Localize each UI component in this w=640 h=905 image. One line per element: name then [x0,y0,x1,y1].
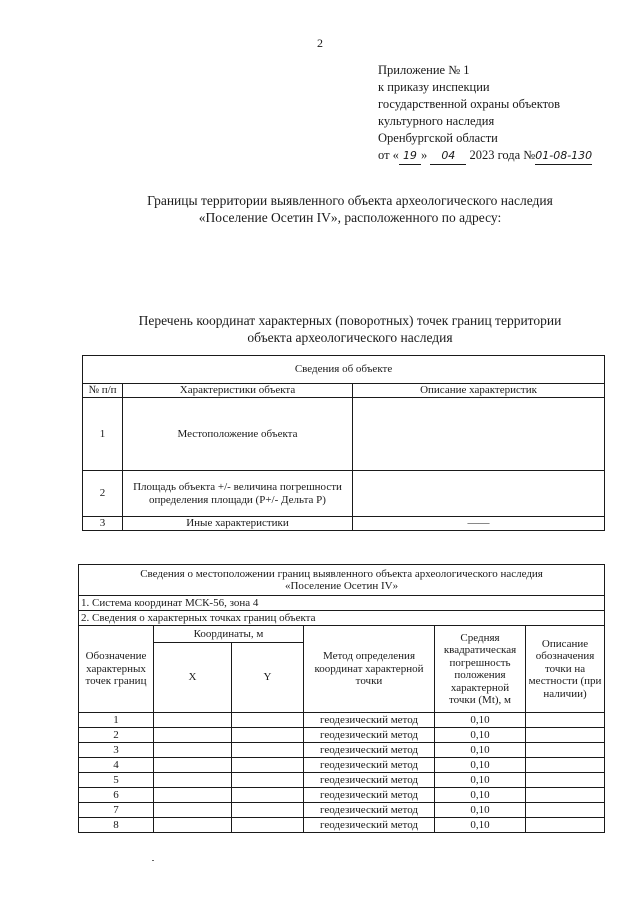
table-row [79,803,605,818]
point-description [526,758,605,773]
point-description [526,713,605,728]
point-y [232,758,304,773]
order-number: 01-08-130 [535,147,592,165]
point-error: 0,10 [435,728,526,743]
point-x [154,788,232,803]
point-error: 0,10 [435,803,526,818]
point-error: 0,10 [435,743,526,758]
point-description [526,803,605,818]
row-number: 2 [83,471,123,517]
object-info-table [82,355,605,531]
row-characteristic: Площадь объекта +/- величина погрешности определения площади (Р+/- Дельта Р) [123,471,353,517]
table-row [79,818,605,833]
point-x [154,818,232,833]
point-error: 0,10 [435,788,526,803]
column-header: № п/п [83,384,123,398]
point-number: 5 [79,773,154,788]
appendix-line: культурного наследия [378,114,495,128]
point-method: геодезический метод [304,713,435,728]
column-header-y: Y [232,643,304,713]
row-description [353,471,605,517]
point-y [232,743,304,758]
point-method: геодезический метод [304,803,435,818]
column-header-designation: Обозначение характерных точек границ [79,626,154,713]
point-method: геодезический метод [304,773,435,788]
table-row [79,758,605,773]
point-number: 8 [79,818,154,833]
point-number: 7 [79,803,154,818]
point-x [154,728,232,743]
appendix-block [378,62,592,165]
point-x [154,773,232,788]
title-line: Перечень координат характерных (поворотных) точек границ территории [138,313,562,328]
coordinates-list-title [60,312,640,346]
row-description: —— [353,517,605,531]
points-info: 2. Сведения о характерных точках границ объекта [79,611,605,626]
point-y [232,773,304,788]
column-header-coordinates: Координаты, м [154,626,304,643]
date-mid: » [420,148,428,162]
table-row [79,788,605,803]
point-description [526,773,605,788]
point-y [232,803,304,818]
document-title [60,192,640,226]
title-line: «Поселение Осетин IV», расположенного по адресу: [198,210,502,225]
table-row [83,384,605,398]
table-row [79,743,605,758]
row-characteristic: Иные характеристики [123,517,353,531]
point-number: 1 [79,713,154,728]
title-line: объекта археологического наследия [247,330,453,345]
point-description [526,818,605,833]
appendix-date-line [378,147,592,165]
point-method: геодезический метод [304,788,435,803]
appendix-line: государственной охраны объектов [378,97,561,111]
date-day: 19 [399,147,421,165]
point-x [154,743,232,758]
point-y [232,728,304,743]
point-error: 0,10 [435,818,526,833]
appendix-line: к приказу инспекции [378,80,490,94]
row-number: 3 [83,517,123,531]
table-row [83,356,605,384]
point-y [232,788,304,803]
point-method: геодезический метод [304,818,435,833]
table-row [79,611,605,626]
table-row [83,517,605,531]
table-row [83,398,605,471]
column-header-error: Средняя квадратическая погрешность положения характерной точки (Mt), м [435,626,526,713]
point-number: 2 [79,728,154,743]
row-description [353,398,605,471]
point-description [526,788,605,803]
row-number: 1 [83,398,123,471]
column-header-x: X [154,643,232,713]
point-y [232,713,304,728]
boundary-points-table [78,564,605,833]
point-number: 3 [79,743,154,758]
point-method: геодезический метод [304,758,435,773]
column-header-description: Описание обозначения точки на местности (при наличии) [526,626,605,713]
scan-speck [152,860,154,861]
point-description [526,728,605,743]
point-x [154,713,232,728]
date-year: 2023 года № [469,148,536,162]
table-row [79,728,605,743]
table-row [79,626,605,643]
coordinate-system: 1. Система координат МСК-56, зона 4 [79,596,605,611]
column-header-method: Метод определения координат характерной точки [304,626,435,713]
point-x [154,758,232,773]
table-row [83,471,605,517]
column-header: Характеристики объекта [123,384,353,398]
point-number: 6 [79,788,154,803]
column-header: Описание характеристик [353,384,605,398]
point-description [526,743,605,758]
date-month: 04 [430,147,466,165]
point-error: 0,10 [435,773,526,788]
point-method: геодезический метод [304,743,435,758]
appendix-line: Оренбургской области [378,131,498,145]
header-line: Сведения о местоположении границ выявленного объекта археологического наследия [140,567,543,580]
date-prefix: от « [378,148,399,162]
table-row [79,596,605,611]
point-method: геодезический метод [304,728,435,743]
title-line: Границы территории выявленного объекта археологического наследия [147,193,553,208]
table-header: Сведения об объекте [83,356,605,384]
row-characteristic: Местоположение объекта [123,398,353,471]
point-y [232,818,304,833]
header-line: «Поселение Осетин IV» [284,580,399,592]
point-error: 0,10 [435,713,526,728]
table-row [79,713,605,728]
table-row [79,773,605,788]
point-x [154,803,232,818]
page-number: 2 [317,36,323,50]
point-error: 0,10 [435,758,526,773]
table-row [79,565,605,596]
table-header [79,565,605,596]
appendix-line: Приложение № 1 [378,63,470,77]
point-number: 4 [79,758,154,773]
